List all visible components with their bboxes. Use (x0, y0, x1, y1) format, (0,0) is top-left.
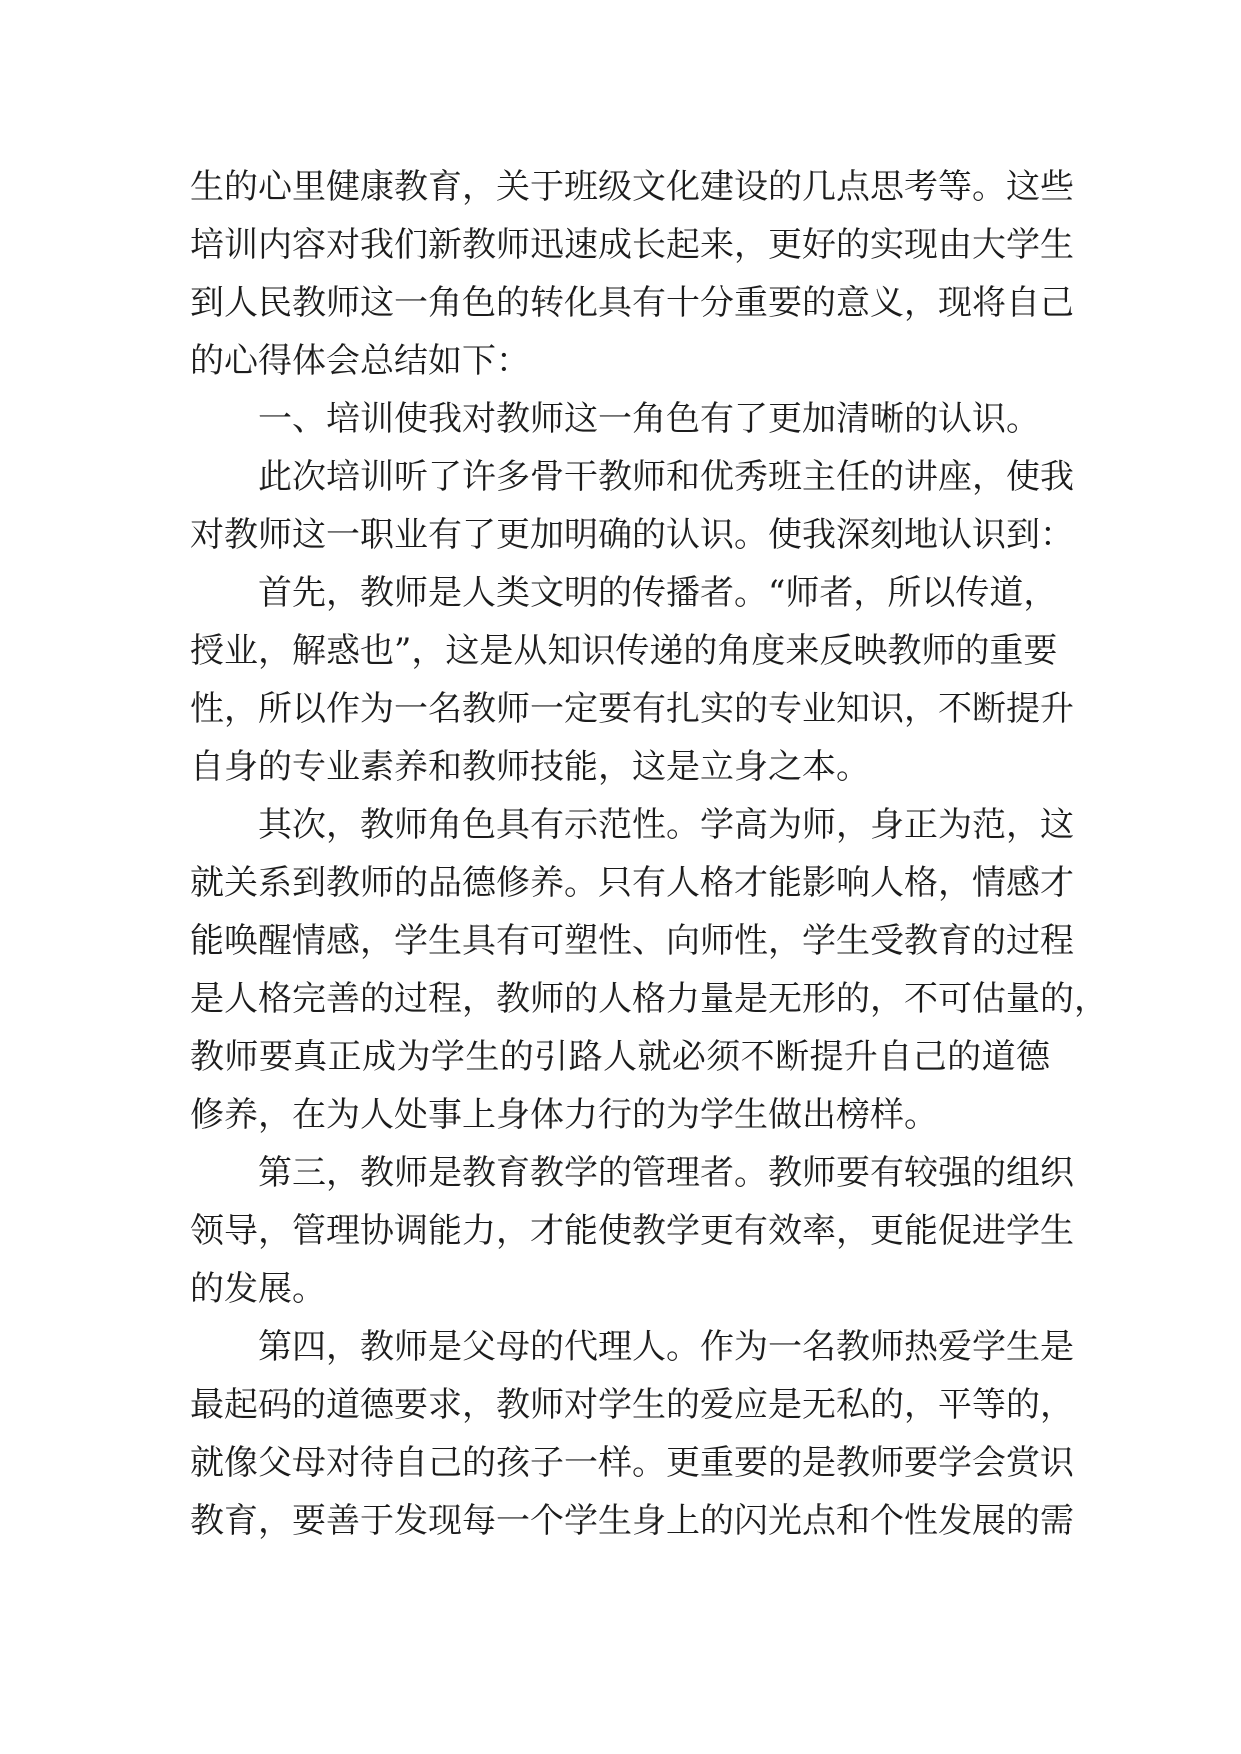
text-line: 就像父母对待自己的孩子一样。更重要的是教师要学会赏识 (190, 1443, 1074, 1483)
text-line: 培训内容对我们新教师迅速成长起来，更好的实现由大学生 (190, 225, 1074, 265)
text-line: 首先，教师是人类文明的传播者。“师者，所以传道， (258, 573, 1058, 613)
text-line: 教育，要善于发现每一个学生身上的闪光点和个性发展的需 (190, 1501, 1074, 1541)
text-line: 授业，解惑也”，这是从知识传递的角度来反映教师的重要 (190, 631, 1058, 671)
text-line: 生的心里健康教育，关于班级文化建设的几点思考等。这些 (190, 167, 1074, 207)
text-line: 性，所以作为一名教师一定要有扎实的专业知识，不断提升 (190, 689, 1074, 729)
text-line: 能唤醒情感，学生具有可塑性、向师性，学生受教育的过程 (190, 921, 1074, 961)
text-line: 是人格完善的过程，教师的人格力量是无形的，不可估量的， (190, 979, 1108, 1019)
text-line: 自身的专业素养和教师技能，这是立身之本。 (190, 747, 870, 787)
text-line: 其次，教师角色具有示范性。学高为师，身正为范，这 (258, 805, 1074, 845)
text-line: 就关系到教师的品德修养。只有人格才能影响人格，情感才 (190, 863, 1074, 903)
text-line: 的发展。 (190, 1269, 326, 1309)
text-line: 修养，在为人处事上身体力行的为学生做出榜样。 (190, 1095, 938, 1135)
text-line: 领导，管理协调能力，才能使教学更有效率，更能促进学生 (190, 1211, 1074, 1251)
section-heading: 一、培训使我对教师这一角色有了更加清晰的认识。 (258, 399, 1040, 439)
text-line: 最起码的道德要求，教师对学生的爱应是无私的，平等的， (190, 1385, 1074, 1425)
text-line: 教师要真正成为学生的引路人就必须不断提升自己的道德 (190, 1037, 1050, 1077)
body-text (190, 158, 1108, 1550)
text-line: 的心得体会总结如下： (190, 341, 530, 381)
text-line: 对教师这一职业有了更加明确的认识。使我深刻地认识到： (190, 515, 1074, 555)
text-line: 第四，教师是父母的代理人。作为一名教师热爱学生是 (258, 1327, 1074, 1367)
text-line: 第三，教师是教育教学的管理者。教师要有较强的组织 (258, 1153, 1074, 1193)
text-line: 到人民教师这一角色的转化具有十分重要的意义，现将自己 (190, 283, 1074, 323)
text-line: 此次培训听了许多骨干教师和优秀班主任的讲座，使我 (258, 457, 1074, 497)
